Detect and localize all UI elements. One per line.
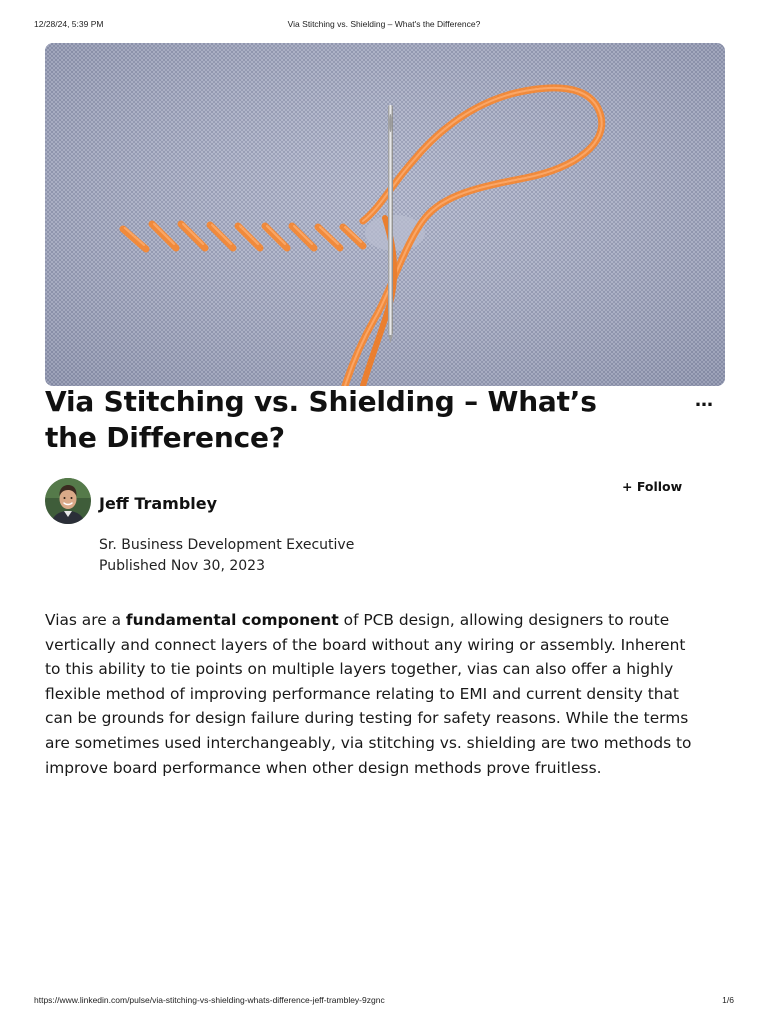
- print-page-indicator: 1/6: [722, 995, 734, 1005]
- author-photo: [45, 478, 91, 524]
- more-options-button[interactable]: …: [690, 390, 718, 412]
- article-body-paragraph: [45, 608, 695, 780]
- article-title: Via Stitching vs. Shielding – What’s the Difference?: [45, 385, 597, 454]
- body-text-rest: of PCB design, allowing designers to route vertically and connect layers of the board without any wiring or assembly. Inherent to this ability to tie points on multiple layers together, vias can also offer a highly flexible method of improving performance relating to EMI and current density that can be grounds for design failure during testing for safety reasons. While the terms are sometimes used interchangeably, via stitching vs. shielding are two methods to improve board performance when other design methods prove fruitless.: [45, 611, 692, 777]
- body-text-bold: fundamental component: [125, 611, 339, 629]
- print-url: https://www.linkedin.com/pulse/via-stitching-vs-shielding-whats-difference-jeff-trambley-9zgnc: [34, 995, 385, 1005]
- follow-button[interactable]: + Follow: [616, 477, 688, 497]
- author-name-link[interactable]: Jeff Trambley: [99, 494, 218, 513]
- author-meta: [99, 535, 354, 577]
- print-footer: [34, 993, 734, 1007]
- embroidery-needle-thread-image: [45, 43, 725, 386]
- publish-date: Published Nov 30, 2023: [99, 558, 265, 574]
- print-header: [34, 17, 734, 31]
- hero-image: [45, 43, 725, 386]
- print-page-title: Via Stitching vs. Shielding – What's the Difference?: [287, 19, 481, 29]
- avatar[interactable]: [45, 478, 91, 524]
- body-text-lead: Vias are a: [45, 611, 126, 629]
- print-datetime: 12/28/24, 5:39 PM: [34, 19, 104, 29]
- author-headline: Sr. Business Development Executive: [99, 537, 355, 553]
